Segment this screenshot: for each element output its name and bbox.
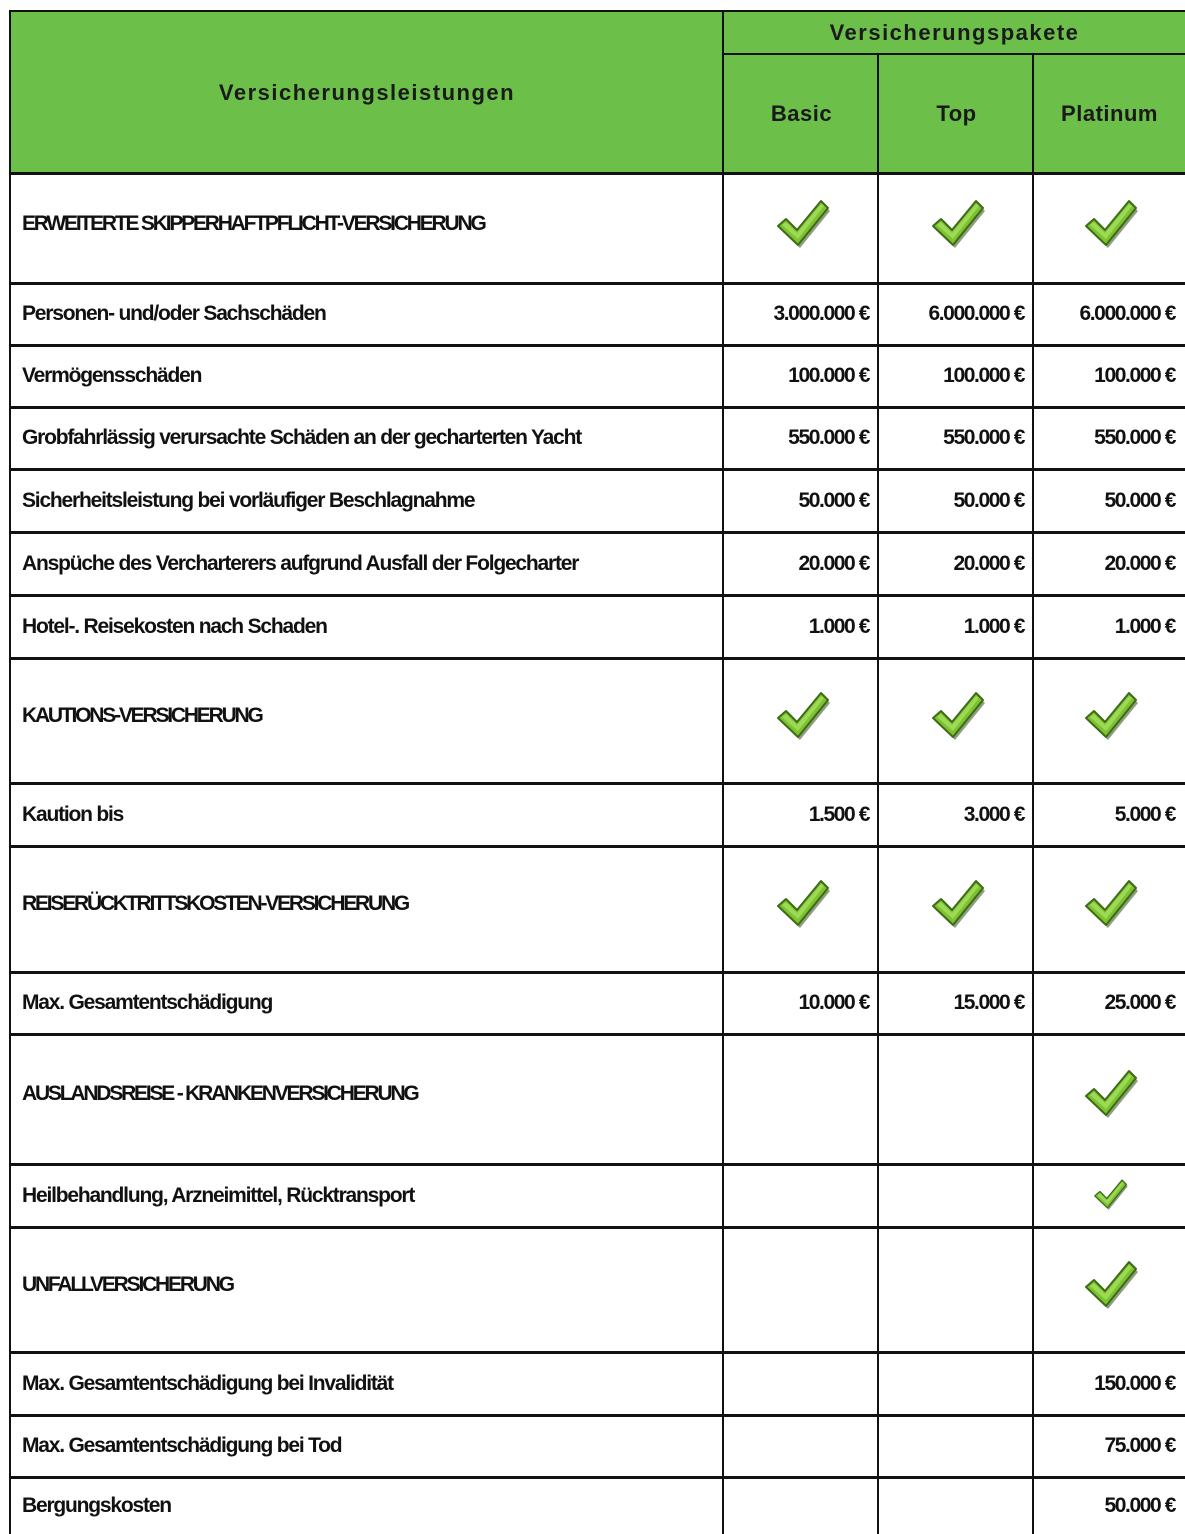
package-value-platinum: 50.000 € — [1104, 1493, 1175, 1517]
package-value-basic: 50.000 € — [798, 488, 869, 512]
package-value-top: 550.000 € — [943, 426, 1024, 449]
row-divider — [10, 344, 1185, 347]
benefit-label: Vermögensschäden — [22, 364, 202, 387]
benefit-label: Max. Gesamtentschädigung bei Tod — [22, 1434, 342, 1457]
row-divider — [10, 594, 1185, 597]
header-packages-text: Versicherungspakete — [829, 20, 1080, 45]
row-divider — [10, 1414, 1185, 1417]
benefit-label: Max. Gesamtentschädigung — [22, 991, 273, 1014]
checkmark-icon — [772, 685, 832, 745]
checkmark-icon — [772, 873, 832, 933]
package-value-top: 3.000 € — [963, 802, 1024, 826]
package-cell-basic — [724, 1164, 879, 1227]
benefit-label: Bergungskosten — [22, 1493, 171, 1517]
row-divider — [10, 845, 1185, 848]
package-cell-platinum — [1034, 658, 1185, 783]
header-package-basic-text: Basic — [770, 101, 833, 126]
package-cell-platinum — [1034, 1164, 1185, 1227]
package-cell-platinum — [1034, 1227, 1185, 1352]
row-divider — [10, 971, 1185, 974]
section-title: UNFALLVERSICHERUNG — [22, 1272, 233, 1296]
benefit-label: Personen- und/oder Sachschäden — [22, 302, 326, 325]
checkmark-icon — [1080, 1254, 1140, 1314]
header-package-basic — [724, 54, 879, 174]
row-divider — [10, 468, 1185, 471]
col-divider-labels — [722, 10, 724, 1534]
header-bottom-border — [10, 172, 1185, 175]
package-value-top: 20.000 € — [953, 551, 1024, 575]
package-value-top — [879, 1415, 1034, 1477]
package-value-platinum: 25.000 € — [1104, 991, 1175, 1014]
checkmark-icon — [772, 193, 832, 253]
benefit-label: Hotel-. Reisekosten nach Schaden — [22, 614, 327, 638]
header-benefits-label — [10, 12, 724, 174]
row-divider — [10, 1033, 1185, 1036]
section-title: ERWEITERTE SKIPPERHAFTPFLICHT-VERSICHERUNG — [22, 211, 485, 235]
checkmark-icon — [927, 873, 987, 933]
package-value-platinum: 6.000.000 € — [1079, 302, 1175, 325]
benefit-label: Anspüche des Vercharterers aufgrund Ausfall der Folgecharter — [22, 551, 579, 575]
package-value-platinum: 100.000 € — [1094, 364, 1175, 387]
header-package-platinum — [1034, 54, 1185, 174]
row-divider — [10, 531, 1185, 534]
package-value-basic — [724, 1477, 879, 1534]
package-value-top: 1.000 € — [963, 614, 1024, 638]
checkmark-icon — [1080, 873, 1140, 933]
checkmark-icon — [1091, 1175, 1129, 1213]
package-value-top: 100.000 € — [943, 364, 1024, 387]
checkmark-icon — [927, 193, 987, 253]
benefit-label: Heilbehandlung, Arzneimittel, Rücktransport — [22, 1183, 415, 1207]
header-group-divider — [724, 53, 1185, 55]
package-value-basic — [724, 1352, 879, 1415]
row-divider — [10, 1351, 1185, 1354]
package-cell-platinum — [1034, 846, 1185, 972]
package-value-basic: 20.000 € — [798, 551, 869, 575]
package-cell-basic — [724, 174, 879, 283]
section-title: REISERÜCKTRITTSKOSTEN-VERSICHERUNG — [22, 892, 409, 915]
section-title: AUSLANDSREISE - KRANKENVERSICHERUNG — [22, 1082, 418, 1105]
benefit-label: Sicherheitsleistung bei vorläufiger Beschlagnahme — [22, 488, 475, 512]
package-cell-basic — [724, 1034, 879, 1164]
package-value-platinum: 550.000 € — [1094, 426, 1175, 449]
package-cell-top — [879, 174, 1034, 283]
package-value-top: 6.000.000 € — [928, 302, 1024, 325]
package-cell-platinum — [1034, 174, 1185, 283]
package-value-top — [879, 1477, 1034, 1534]
header-top-border — [10, 10, 1185, 12]
header-package-top — [879, 54, 1034, 174]
checkmark-icon — [1080, 193, 1140, 253]
package-value-top: 50.000 € — [953, 488, 1024, 512]
checkmark-icon — [927, 685, 987, 745]
package-cell-platinum — [1034, 1034, 1185, 1164]
row-divider — [10, 406, 1185, 409]
header-package-top-text: Top — [936, 101, 977, 126]
package-value-top: 15.000 € — [953, 991, 1024, 1014]
section-title: KAUTIONS-VERSICHERUNG — [22, 703, 262, 727]
package-value-platinum: 1.000 € — [1114, 614, 1175, 638]
package-value-basic: 550.000 € — [788, 426, 869, 449]
package-cell-basic — [724, 658, 879, 783]
row-divider — [10, 1476, 1185, 1479]
package-value-top — [879, 1352, 1034, 1415]
benefit-label: Kaution bis — [22, 802, 124, 826]
benefit-label: Max. Gesamtentschädigung bei Invalidität — [22, 1371, 393, 1395]
package-value-basic: 1.500 € — [808, 802, 869, 826]
row-divider — [10, 282, 1185, 285]
header-benefits-text: Versicherungsleistungen — [218, 80, 516, 105]
package-value-basic — [724, 1415, 879, 1477]
package-value-platinum: 75.000 € — [1104, 1434, 1175, 1457]
header-packages-group — [724, 12, 1185, 54]
left-border — [9, 10, 11, 1534]
benefit-label: Grobfahrlässig verursachte Schäden an der gecharterten Yacht — [22, 426, 582, 449]
checkmark-icon — [1080, 1063, 1140, 1123]
package-value-basic: 1.000 € — [808, 614, 869, 638]
row-divider — [10, 1226, 1185, 1229]
package-value-platinum: 5.000 € — [1114, 802, 1175, 826]
col-divider-top-platinum — [1032, 53, 1034, 1534]
package-cell-top — [879, 658, 1034, 783]
package-value-basic: 10.000 € — [798, 991, 869, 1014]
row-divider — [10, 657, 1185, 660]
package-value-platinum: 50.000 € — [1104, 488, 1175, 512]
row-divider — [10, 782, 1185, 785]
package-cell-basic — [724, 846, 879, 972]
package-cell-top — [879, 846, 1034, 972]
header-package-platinum-text: Platinum — [1061, 101, 1158, 126]
package-value-platinum: 150.000 € — [1094, 1371, 1175, 1395]
package-cell-basic — [724, 1227, 879, 1352]
row-divider — [10, 1163, 1185, 1166]
package-value-platinum: 20.000 € — [1104, 551, 1175, 575]
col-divider-basic-top — [877, 53, 879, 1534]
package-cell-top — [879, 1164, 1034, 1227]
package-value-basic: 100.000 € — [788, 364, 869, 387]
package-cell-top — [879, 1227, 1034, 1352]
package-value-basic: 3.000.000 € — [773, 302, 869, 325]
checkmark-icon — [1080, 685, 1140, 745]
package-cell-top — [879, 1034, 1034, 1164]
